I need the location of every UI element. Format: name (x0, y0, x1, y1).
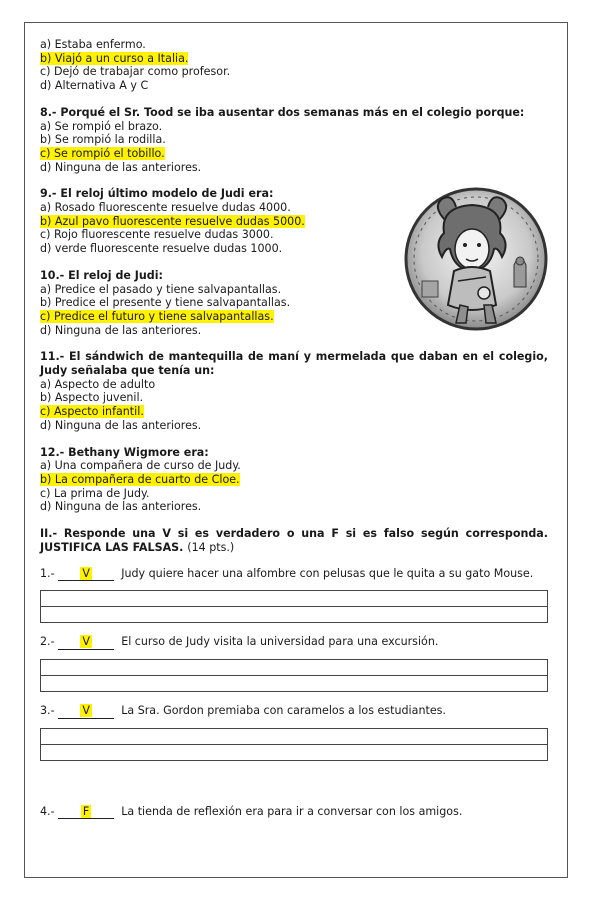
answer-blank[interactable]: V (58, 635, 114, 650)
item-number: 1.- (40, 566, 55, 580)
justification-box[interactable] (40, 590, 548, 623)
option: b) Se rompió la rodilla. (40, 133, 166, 147)
option-correct: b) Viajó a un curso a Italia. (40, 51, 189, 65)
item-number: 4.- (40, 804, 55, 818)
option: d) Alternativa A y C (40, 79, 149, 93)
section-2-points: (14 pts.) (187, 540, 235, 554)
worksheet-content (40, 38, 548, 819)
section-2-title: II.- Responde una V si es verdadero o una F si es falso según corresponda. JUSTIFICA LAS FALSAS. (40, 527, 548, 554)
question-text: 8.- Porqué el Sr. Tood se iba ausentar dos semanas más en el colegio porque: (40, 105, 525, 119)
justification-box[interactable] (40, 728, 548, 761)
option-correct: b) La compañera de cuarto de Cloe. (40, 472, 240, 486)
option: d) Ninguna de las anteriores. (40, 323, 202, 337)
option: c) La prima de Judy. (40, 486, 150, 500)
answer-blank[interactable]: V (58, 567, 114, 582)
option: a) Se rompió el brazo. (40, 119, 163, 133)
section-2-instructions (40, 527, 548, 554)
option: a) Una compañera de curso de Judy. (40, 459, 241, 473)
question-text: 10.- El reloj de Judi: (40, 268, 163, 282)
statement-text: El curso de Judy visita la universidad para una excursión. (121, 635, 439, 649)
answer-blank[interactable]: F (58, 805, 114, 820)
true-false-item-2 (40, 635, 548, 692)
option: a) Predice el pasado y tiene salvapantallas. (40, 282, 282, 296)
option: d) Ninguna de las anteriores. (40, 160, 202, 174)
question-8 (40, 106, 548, 175)
statement-text: La Sra. Gordon premiaba con caramelos a los estudiantes. (121, 703, 446, 717)
option: b) Predice el presente y tiene salvapantallas. (40, 296, 291, 310)
question-7-options (40, 38, 548, 93)
statement-text: Judy quiere hacer una alfombre con pelusas que le quita a su gato Mouse. (121, 566, 534, 580)
statement-text: La tienda de reflexión era para ir a conversar con los amigos. (121, 804, 463, 818)
item-number: 3.- (40, 703, 55, 717)
judy-moody-illustration (402, 185, 550, 333)
option-correct: b) Azul pavo fluorescente resuelve dudas 5000. (40, 214, 305, 228)
question-11 (40, 350, 548, 432)
question-text: 11.- El sándwich de mantequilla de maní y mermelada que daban en el colegio, Judy señalaba que tenía un: (40, 350, 548, 378)
true-false-item-1 (40, 567, 548, 624)
option: d) verde fluorescente resuelve dudas 1000. (40, 242, 283, 256)
question-text: 12.- Bethany Wigmore era: (40, 445, 209, 459)
true-false-item-3 (40, 704, 548, 761)
option: d) Ninguna de las anteriores. (40, 500, 202, 514)
answer-blank[interactable]: V (58, 704, 114, 719)
option-correct: c) Se rompió el tobillo. (40, 146, 165, 160)
option: a) Estaba enfermo. (40, 38, 146, 51)
option: a) Rosado fluorescente resuelve dudas 4000. (40, 201, 291, 215)
option-correct: c) Aspecto infantil. (40, 405, 144, 419)
true-false-item-4 (40, 805, 548, 820)
option: b) Aspecto juvenil. (40, 391, 144, 405)
option: d) Ninguna de las anteriores. (40, 418, 202, 432)
option: c) Rojo fluorescente resuelve dudas 3000. (40, 228, 274, 242)
option-correct: c) Predice el futuro y tiene salvapantallas. (40, 309, 274, 323)
justification-box[interactable] (40, 659, 548, 692)
option: c) Dejó de trabajar como profesor. (40, 65, 231, 79)
item-number: 2.- (40, 635, 55, 649)
question-12 (40, 446, 548, 515)
question-text: 9.- El reloj último modelo de Judi era: (40, 187, 274, 201)
option: a) Aspecto de adulto (40, 377, 156, 391)
